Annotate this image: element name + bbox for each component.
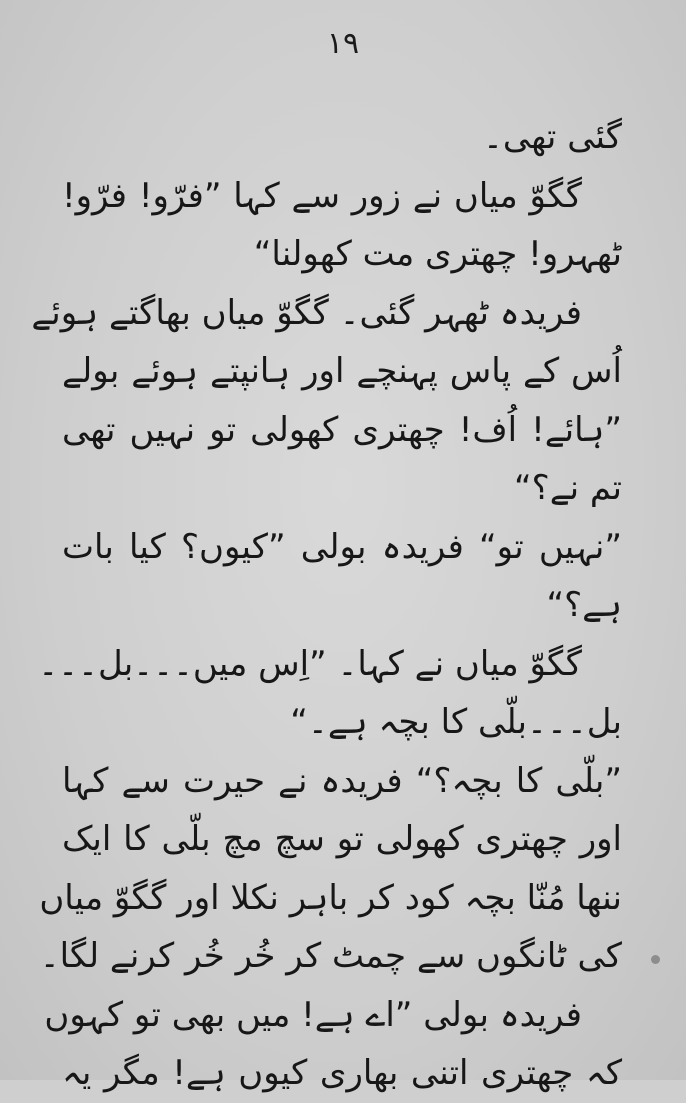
- page-text: [31, 108, 622, 1093]
- text-line-2: گگوّ میاں نے زور سے کہا ”فرّو! فرّو!: [62, 175, 582, 216]
- text-line-10: گگوّ میاں نے کہا۔ ”اِس میں۔۔۔بل۔۔۔: [38, 643, 582, 684]
- text-line-5: اُس کے پاس پہنچے اور ہانپتے ہوئے بولے: [62, 351, 622, 391]
- text-line-15: کی ٹانگوں سے چمٹ کر خُر خُر کرنے لگا۔: [39, 936, 622, 976]
- text-line-3: ٹھہرو! چھتری مت کھولنا“: [253, 234, 622, 274]
- text-line-8: ”نہیں تو“ فریدہ بولی ”کیوں؟ کیا بات: [62, 526, 622, 567]
- text-line-9: ہے؟“: [546, 585, 622, 625]
- text-line-1: گئی تھی۔: [483, 117, 622, 157]
- text-line-13: اور چھتری کھولی تو سچ مچ بلّی کا ایک: [62, 819, 622, 859]
- text-line-4: فریدہ ٹھہر گئی۔ گگوّ میاں بھاگتے ہوئے: [31, 292, 582, 333]
- text-line-14: ننھا مُنّا بچہ کود کر باہر نکلا اور گگوّ میاں: [39, 877, 622, 918]
- text-line-6: ”ہائے! اُف! چھتری کھولی تو نہیں تھی: [62, 409, 622, 450]
- text-line-7: تم نے؟“: [514, 468, 622, 508]
- text-line-16: فریدہ بولی ”اے ہے! میں بھی تو کہوں: [44, 994, 582, 1035]
- text-line-11: بل۔۔۔بلّی کا بچہ ہے۔“: [290, 702, 622, 742]
- paper-speck: [651, 955, 660, 964]
- text-line-12: ”بلّی کا بچہ؟“ فریدہ نے حیرت سے کہا: [62, 760, 622, 801]
- text-line-17: کہ چھتری اتنی بھاری کیوں ہے! مگر یہ: [62, 1053, 622, 1093]
- page-number: ١٩: [326, 26, 360, 61]
